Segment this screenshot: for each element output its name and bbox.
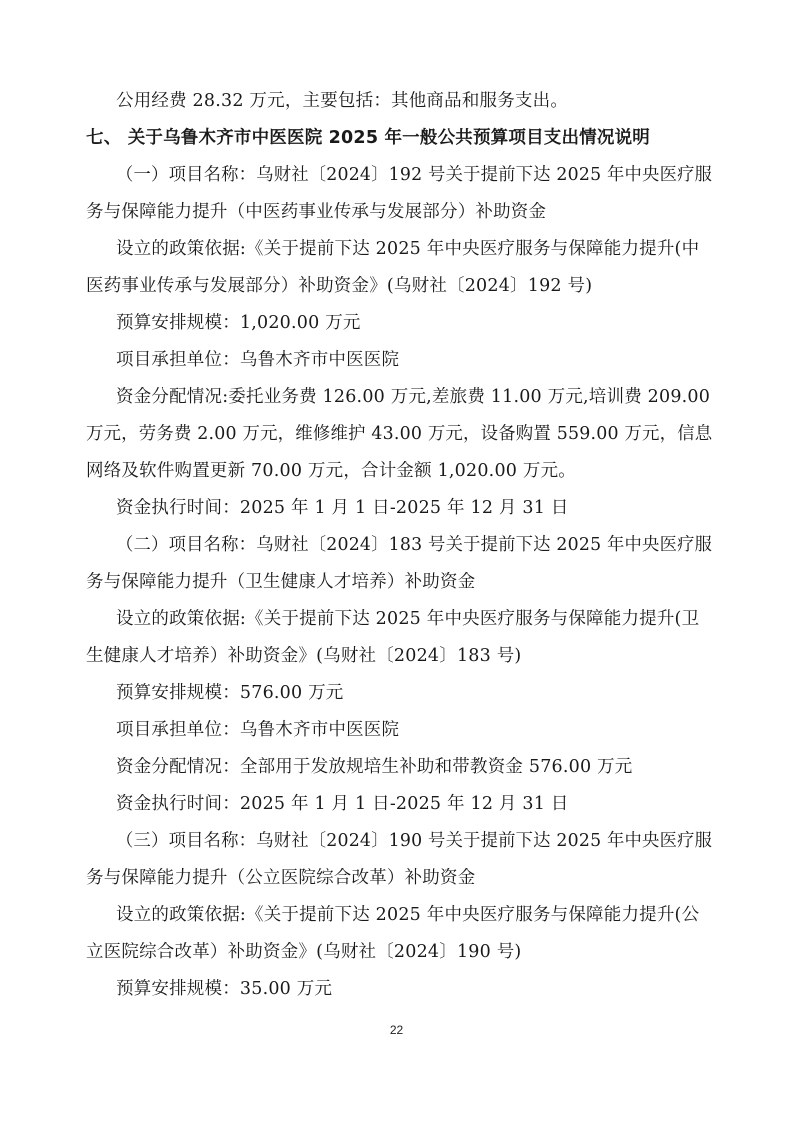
text-line: 预算安排规模：576.00 万元 bbox=[116, 683, 344, 703]
text-line: 资金执行时间：2025 年 1 月 1 日-2025 年 12 月 31 日 bbox=[116, 794, 569, 814]
text-line: （三）项目名称：乌财社〔2024〕190 号关于提前下达 2025 年中央医疗服 bbox=[116, 831, 713, 851]
section-heading: 七、 关于乌鲁木齐市中医医院 2025 年一般公共预算项目支出情况说明 bbox=[86, 128, 650, 148]
text-line: 公用经费 28.32 万元，主要包括：其他商品和服务支出。 bbox=[116, 91, 569, 111]
page-number: 22 bbox=[389, 1023, 404, 1037]
text-line: 资金分配情况：全部用于发放规培生补助和带教资金 576.00 万元 bbox=[116, 757, 633, 777]
text-line: 资金分配情况:委托业务费 126.00 万元,差旅费 11.00 万元,培训费 209.00 bbox=[116, 387, 711, 407]
text-line: 预算安排规模：35.00 万元 bbox=[116, 979, 333, 999]
text-line: 务与保障能力提升（公立医院综合改革）补助资金 bbox=[86, 868, 476, 888]
text-line: 设立的政策依据:《关于提前下达 2025 年中央医疗服务与保障能力提升(公 bbox=[116, 905, 700, 925]
text-line: 设立的政策依据:《关于提前下达 2025 年中央医疗服务与保障能力提升(卫 bbox=[116, 609, 700, 629]
text-line: 务与保障能力提升（卫生健康人才培养）补助资金 bbox=[86, 572, 476, 592]
text-line: 万元，劳务费 2.00 万元，维修维护 43.00 万元，设备购置 559.00 万元，信息 bbox=[86, 424, 713, 444]
text-line: 资金执行时间：2025 年 1 月 1 日-2025 年 12 月 31 日 bbox=[116, 498, 569, 518]
text-line: 设立的政策依据:《关于提前下达 2025 年中央医疗服务与保障能力提升(中 bbox=[116, 239, 700, 259]
text-line: 项目承担单位：乌鲁木齐市中医医院 bbox=[116, 350, 400, 370]
text-line: 医药事业传承与发展部分）补助资金》(乌财社〔2024〕192 号) bbox=[86, 276, 593, 296]
text-line: 项目承担单位：乌鲁木齐市中医医院 bbox=[116, 720, 400, 740]
text-line: 立医院综合改革）补助资金》(乌财社〔2024〕190 号) bbox=[86, 942, 522, 962]
text-line: 预算安排规模：1,020.00 万元 bbox=[116, 313, 361, 333]
text-line: 网络及软件购置更新 70.00 万元，合计金额 1,020.00 万元。 bbox=[86, 461, 576, 481]
text-line: （二）项目名称：乌财社〔2024〕183 号关于提前下达 2025 年中央医疗服 bbox=[116, 535, 713, 555]
text-line: 生健康人才培养）补助资金》(乌财社〔2024〕183 号) bbox=[86, 646, 522, 666]
text-line: （一）项目名称：乌财社〔2024〕192 号关于提前下达 2025 年中央医疗服 bbox=[116, 165, 713, 185]
text-line: 务与保障能力提升（中医药事业传承与发展部分）补助资金 bbox=[86, 202, 547, 222]
